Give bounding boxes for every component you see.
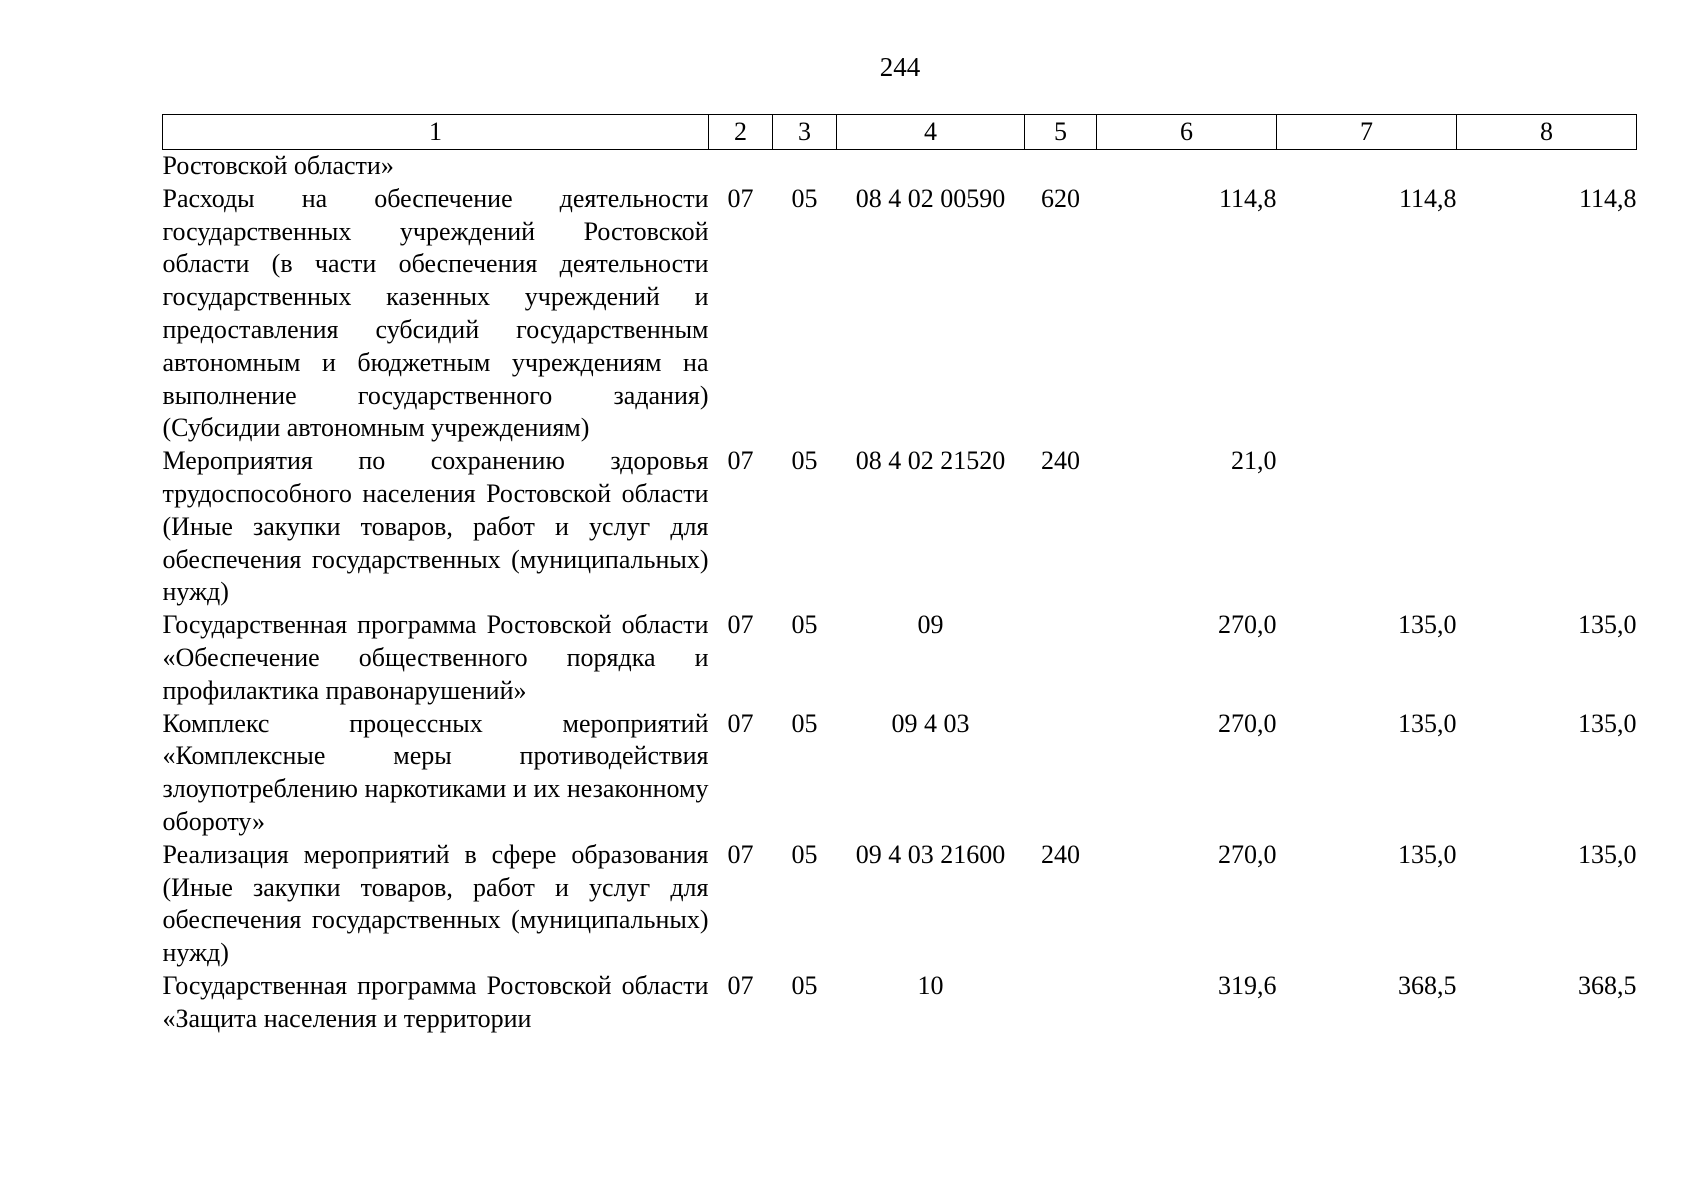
row-description: Расходы на обеспечение деятельности государственных учреждений Ростовской области (в части обеспечения деятельности государственных казенных учреждений и предоставления субсидий государственным автономным и бюджетным учреждениям на выполнение государственного задания) (Субсидии автономным учреждениям) <box>162 183 709 443</box>
subsection-code: 05 <box>791 708 818 738</box>
amount-col8 <box>1457 150 1637 183</box>
subsection-code: 05 <box>791 446 818 476</box>
expense-type-code: 240 <box>1041 839 1080 869</box>
amount-col7: 114,8 <box>1398 183 1457 213</box>
section-code: 07 <box>727 708 754 738</box>
section-code: 07 <box>727 610 754 640</box>
row-description: Государственная программа Ростовской области «Обеспечение общественного порядка и профилактика правонарушений» <box>162 610 709 705</box>
column-header: 8 <box>1457 115 1637 150</box>
column-header: 1 <box>163 115 709 150</box>
target-article-code: 10 <box>917 970 944 1000</box>
row-description: Ростовской области» <box>162 151 394 180</box>
section-code: 07 <box>727 970 754 1000</box>
row-description: Комплекс процессных мероприятий «Комплексные меры противодействия злоупотреблению наркотиками и их незаконному обороту» <box>162 708 709 836</box>
target-article-code: 08 4 02 00590 <box>855 183 1006 213</box>
amount-col6 <box>1097 150 1277 183</box>
table-row <box>163 183 1637 445</box>
expense-type-code <box>1025 970 1097 1036</box>
column-header: 6 <box>1097 115 1277 150</box>
amount-col7: 135,0 <box>1398 839 1457 869</box>
table-row <box>163 839 1637 970</box>
target-article-code <box>837 150 1025 183</box>
amount-col6: 319,6 <box>1218 970 1277 1000</box>
expense-type-code <box>1025 609 1097 707</box>
subsection-code: 05 <box>791 610 818 640</box>
table-row <box>163 609 1637 707</box>
amount-col6: 270,0 <box>1218 839 1277 869</box>
target-article-code: 09 <box>917 610 944 640</box>
amount-col7 <box>1277 445 1457 609</box>
expense-type-code: 240 <box>1041 446 1080 476</box>
expense-type-code <box>1025 150 1097 183</box>
expense-type-code <box>1025 708 1097 839</box>
subsection-code: 05 <box>791 970 818 1000</box>
subsection-code: 05 <box>791 183 818 213</box>
table-row <box>163 708 1637 839</box>
amount-col8 <box>1457 445 1637 609</box>
amount-col7: 135,0 <box>1398 610 1457 640</box>
section-code: 07 <box>727 183 754 213</box>
table-row <box>163 150 1637 183</box>
row-description: Государственная программа Ростовской области «Защита населения и территории <box>162 970 709 1033</box>
amount-col7: 368,5 <box>1398 970 1457 1000</box>
column-header: 4 <box>837 115 1025 150</box>
amount-col6: 21,0 <box>1231 446 1277 476</box>
amount-col7: 135,0 <box>1398 708 1457 738</box>
section-code: 07 <box>727 446 754 476</box>
section-code: 07 <box>727 839 754 869</box>
expense-type-code: 620 <box>1041 183 1080 213</box>
target-article-code: 09 4 03 <box>891 708 970 738</box>
column-header: 3 <box>773 115 837 150</box>
row-description: Мероприятия по сохранению здоровья трудоспособного населения Ростовской области (Иные закупки товаров, работ и услуг для обеспечения государственных (муниципальных) нужд) <box>162 446 709 607</box>
column-number-header <box>163 115 1637 150</box>
target-article-code: 08 4 02 21520 <box>855 446 1006 476</box>
amount-col8: 135,0 <box>1578 610 1637 640</box>
subsection-code: 05 <box>791 839 818 869</box>
column-header: 5 <box>1025 115 1097 150</box>
amount-col8: 368,5 <box>1578 970 1637 1000</box>
amount-col8: 135,0 <box>1578 708 1637 738</box>
amount-col8: 135,0 <box>1578 839 1637 869</box>
section-code <box>709 150 773 183</box>
amount-col6: 270,0 <box>1218 610 1277 640</box>
table-row <box>163 970 1637 1036</box>
row-description: Реализация мероприятий в сфере образования (Иные закупки товаров, работ и услуг для обеспечения государственных (муниципальных) нужд) <box>162 839 709 968</box>
page-number: 244 <box>879 52 921 82</box>
subsection-code <box>773 150 837 183</box>
target-article-code: 09 4 03 21600 <box>855 839 1006 869</box>
amount-col7 <box>1277 150 1457 183</box>
amount-col8: 114,8 <box>1578 183 1637 213</box>
table-row <box>163 445 1637 609</box>
amount-col6: 114,8 <box>1218 183 1277 213</box>
column-header: 7 <box>1277 115 1457 150</box>
amount-col6: 270,0 <box>1218 708 1277 738</box>
budget-table <box>162 114 1637 1036</box>
column-header: 2 <box>709 115 773 150</box>
